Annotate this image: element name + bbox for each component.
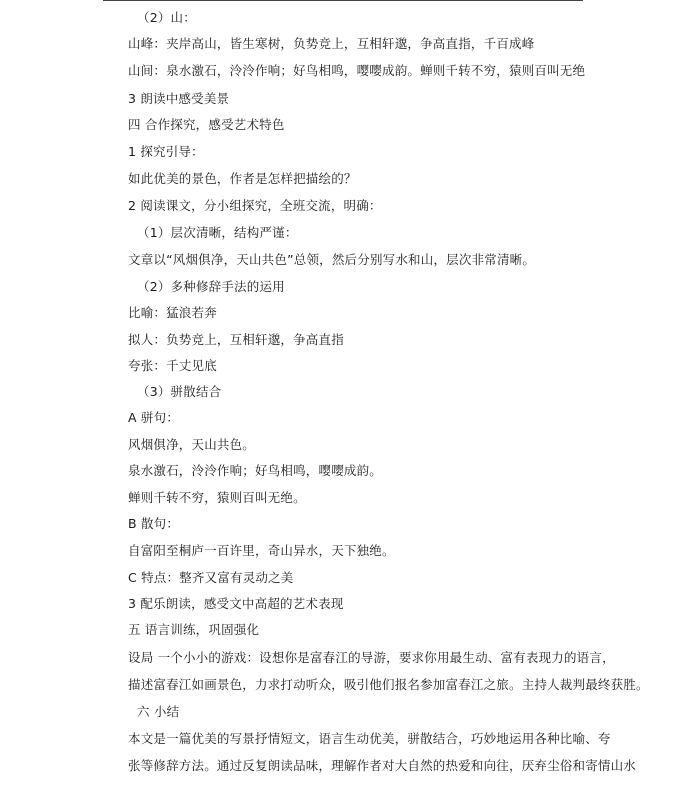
- section-heading: 六 小结: [137, 704, 180, 719]
- text-line: 泉水激石，泠泠作响；好鸟相鸣，嘤嘤成韵。: [128, 463, 383, 478]
- text-line: （1）层次清晰，结构严谨：: [137, 225, 298, 240]
- section-heading: 五 语言训练，巩固强化: [128, 622, 260, 637]
- text-line: 自富阳至桐庐一百许里，奇山异水，天下独绝。: [128, 543, 395, 558]
- text-line: 2 阅读课文，分小组探究，全班交流，明确：: [128, 198, 382, 213]
- text-line: 山间：泉水激石，泠泠作响；好鸟相鸣，嘤嘤成韵。蝉则千转不穷，猿则百叫无绝: [128, 63, 586, 78]
- text-line: 设局 一个小小的游戏：设想你是富春江的导游，要求你用最生动、富有表现力的语言，: [128, 650, 615, 665]
- text-line: （2）多种修辞手法的运用: [137, 279, 285, 294]
- text-line: 山峰：夹岸高山，皆生寒树，负势竞上，互相轩邈，争高直指，千百成峰: [128, 36, 535, 51]
- text-line: 张等修辞方法。通过反复朗读品味，理解作者对大自然的热爱和向往，厌弃尘俗和寄情山水: [128, 758, 637, 773]
- text-line: 3 配乐朗读，感受文中高超的艺术表现: [128, 596, 344, 611]
- text-line: 3 朗读中感受美景: [128, 91, 230, 106]
- text-line: 如此优美的景色，作者是怎样把描绘的？: [128, 171, 357, 186]
- text-line: 本文是一篇优美的写景抒情短文，语言生动优美，骈散结合，巧妙地运用各种比喻、夸: [128, 731, 611, 746]
- text-line: （2）山：: [137, 10, 196, 25]
- section-heading: 四 合作探究，感受艺术特色: [128, 117, 285, 132]
- text-line: C 特点：整齐又富有灵动之美: [128, 570, 294, 585]
- text-line: 风烟俱净，天山共色。: [128, 437, 256, 452]
- text-line: 夸张：千丈见底: [128, 358, 217, 373]
- text-line: 拟人：负势竞上，互相轩邈，争高直指: [128, 332, 344, 347]
- text-line: 描述富春江如画景色，力求打动听众，吸引他们报名参加富春江之旅。主持人裁判最终获胜。: [128, 677, 649, 692]
- text-line: B 散句：: [128, 516, 180, 531]
- text-line: 蝉则千转不穷，猿则百叫无绝。: [128, 490, 306, 505]
- text-line: 比喻：猛浪若奔: [128, 305, 217, 320]
- top-rule: [103, 0, 583, 1]
- text-line: （3）骈散结合: [137, 384, 222, 399]
- text-line: 1 探究引导：: [128, 144, 204, 159]
- text-line: 文章以“风烟俱净，天山共色”总领，然后分别写水和山，层次非常清晰。: [128, 252, 536, 267]
- text-line: A 骈句：: [128, 410, 180, 425]
